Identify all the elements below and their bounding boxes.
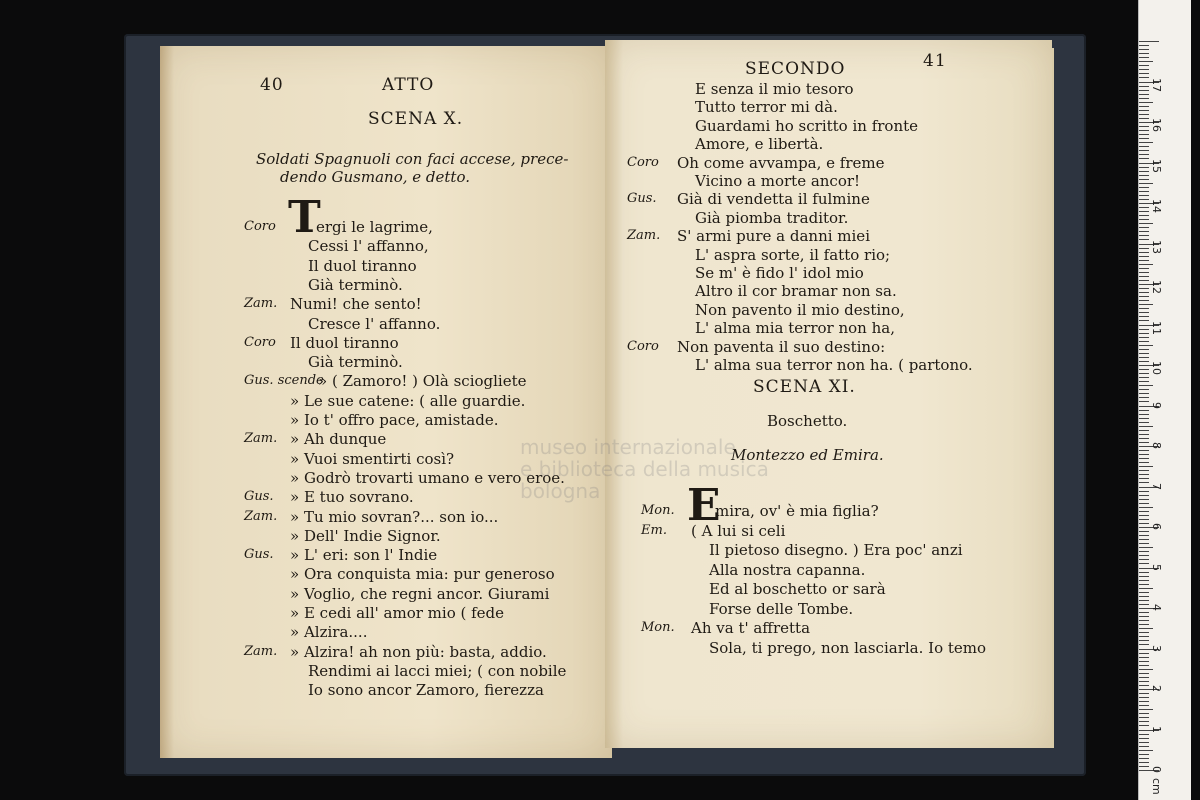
verse-line: Tutto terror mi dà.: [695, 98, 838, 117]
ruler-tick: [1139, 179, 1149, 180]
ruler-tick: [1139, 316, 1149, 317]
verse-line: Altro il cor bramar non sa.: [695, 282, 897, 301]
ruler-tick: [1139, 288, 1149, 289]
ruler-tick: [1139, 41, 1159, 42]
ruler-tick: [1139, 495, 1149, 496]
ruler-label: 3: [1150, 644, 1163, 652]
ruler-tick: [1139, 762, 1149, 763]
ruler-tick: [1139, 77, 1149, 78]
ruler-tick: [1139, 422, 1149, 423]
verse-line: Già di vendetta il fulmine: [677, 190, 870, 209]
ruler-tick: [1139, 535, 1149, 536]
ruler-tick: [1139, 717, 1149, 718]
ruler-tick: [1139, 734, 1149, 735]
ruler-tick: [1139, 231, 1149, 232]
verse-line: Non pavento il mio destino,: [695, 300, 905, 319]
ruler-tick: [1139, 106, 1149, 107]
ruler-label: 6: [1150, 523, 1163, 530]
verse-line: » Dell' Indie Signor.: [290, 526, 441, 545]
verse-line: Il duol tiranno: [290, 333, 399, 352]
ruler-tick: [1139, 219, 1149, 220]
ruler-tick: [1139, 211, 1149, 212]
ruler-tick: [1139, 438, 1149, 439]
ruler-tick: [1139, 65, 1149, 66]
ruler-tick: [1139, 175, 1149, 176]
watermark: [520, 436, 769, 502]
ruler-tick: [1139, 721, 1149, 722]
speaker-label: Gus.: [244, 547, 274, 563]
watermark-line: e biblioteca della musica: [520, 457, 769, 481]
verse-line: Già terminò.: [308, 353, 403, 372]
speaker-label: Zam.: [627, 228, 661, 244]
ruler-tick: [1139, 758, 1149, 759]
verse-line: » Ora conquista mia: pur generoso: [290, 565, 555, 584]
ruler-tick: [1139, 754, 1149, 755]
ruler-tick: [1139, 268, 1149, 269]
page-number-left: 40: [260, 75, 284, 95]
speaker-label: Zam.: [244, 296, 278, 312]
ruler-label: 15: [1150, 158, 1163, 173]
verse-line: » L' eri: son l' Indie: [290, 546, 438, 565]
watermark-line: bologna: [520, 479, 601, 503]
speaker-label: Coro: [627, 338, 659, 354]
ruler-tick: [1139, 766, 1149, 767]
ruler-tick: [1139, 57, 1149, 58]
ruler-tick: [1139, 102, 1153, 103]
ruler-tick: [1139, 393, 1149, 394]
ruler-label: 8: [1150, 442, 1163, 449]
ruler-tick: [1139, 223, 1153, 224]
ruler-tick: [1139, 442, 1149, 443]
ruler-tick: [1139, 503, 1149, 504]
ruler-tick: [1139, 750, 1153, 751]
ruler-unit: cm: [1150, 778, 1163, 795]
ruler-tick: [1139, 110, 1149, 111]
verse-line: » Godrò trovarti umano e vero eroe.: [290, 468, 565, 487]
ruler-tick: [1139, 491, 1149, 492]
ruler-tick: [1139, 523, 1149, 524]
verse-line: Già terminò.: [308, 275, 403, 294]
ruler-tick: [1139, 150, 1149, 151]
ruler-tick: [1139, 430, 1149, 431]
ruler-tick: [1139, 657, 1149, 658]
ruler-tick: [1139, 539, 1149, 540]
ruler-label: 1: [1150, 725, 1163, 733]
ruler-tick: [1139, 191, 1149, 192]
ruler-tick: [1139, 410, 1149, 411]
ruler-tick: [1139, 114, 1149, 115]
speaker-label: Gus. scende: [244, 373, 324, 389]
verse-line: Forse delle Tombe.: [709, 599, 854, 618]
verse-line: Cresce l' affanno.: [308, 314, 441, 333]
ruler-label: 17: [1150, 77, 1163, 92]
ruler-tick: [1139, 616, 1149, 617]
ruler-label: 5: [1150, 563, 1163, 571]
ruler-tick: [1139, 361, 1149, 362]
ruler-tick: [1139, 543, 1149, 544]
verse-line: » Tu mio sovran?... son io...: [290, 507, 499, 526]
verse-line: » ( Zamoro! ) Olà sciogliete: [318, 372, 527, 391]
verse-line: Non paventa il suo destino:: [677, 337, 886, 356]
ruler-tick: [1139, 158, 1149, 159]
verse-line: Alla nostra capanna.: [709, 560, 866, 579]
ruler-tick: [1139, 454, 1149, 455]
ruler-tick: [1139, 69, 1149, 70]
ruler-tick: [1139, 592, 1149, 593]
ruler-tick: [1139, 531, 1149, 532]
verse-line: L' aspra sorte, il fatto rio;: [695, 245, 891, 264]
left-page: [160, 46, 612, 758]
running-head-left: ATTO: [382, 75, 435, 95]
ruler-label: 14: [1150, 199, 1163, 213]
ruler-tick: [1139, 280, 1149, 281]
ruler-tick: [1139, 584, 1149, 585]
ruler-label: 7: [1150, 482, 1163, 490]
ruler-label: 13: [1150, 239, 1163, 254]
ruler-tick: [1139, 264, 1153, 265]
ruler-tick: [1139, 511, 1149, 512]
ruler-tick: [1139, 620, 1149, 621]
speaker-label: Gus.: [627, 191, 657, 207]
verse-line: Se m' è fido l' idol mio: [695, 264, 864, 282]
speaker-label: Em.: [641, 522, 667, 538]
ruler-tick: [1139, 693, 1149, 694]
ruler-tick: [1139, 462, 1149, 463]
ruler-tick: [1139, 73, 1149, 74]
stage-direction: dendo Gusmano, e detto.: [280, 168, 470, 186]
ruler-label: 16: [1150, 118, 1163, 132]
ruler-tick: [1139, 345, 1153, 346]
speaker-label: Zam.: [244, 431, 278, 447]
speaker-label: Mon.: [641, 503, 675, 518]
ruler-tick: [1139, 215, 1149, 216]
ruler-tick: [1139, 138, 1149, 139]
ruler-tick: [1139, 130, 1149, 131]
ruler-tick: [1139, 701, 1149, 702]
ruler-tick: [1139, 45, 1149, 46]
ruler-tick: [1139, 555, 1149, 556]
verse-line: » Alzira....: [290, 623, 368, 642]
ruler-tick: [1139, 466, 1153, 467]
ruler-tick: [1139, 187, 1149, 188]
ruler-tick: [1139, 644, 1149, 645]
ruler-tick: [1139, 341, 1149, 342]
ruler-tick: [1139, 142, 1153, 143]
speaker-label: Coro: [244, 219, 276, 234]
verse-line: » Io t' offro pace, amistade.: [290, 411, 499, 429]
verse-line: Io sono ancor Zamoro, fierezza: [308, 681, 544, 700]
ruler-tick: [1139, 381, 1149, 382]
ruler-tick: [1139, 632, 1149, 633]
ruler-label: 10: [1150, 361, 1163, 375]
ruler-tick: [1139, 673, 1149, 674]
ruler-tick: [1139, 373, 1149, 374]
verse-line: » Vuoi smentirti così?: [290, 449, 455, 468]
ruler-tick: [1139, 195, 1149, 196]
speaker-label: Zam.: [244, 508, 278, 524]
ruler-tick: [1139, 653, 1149, 654]
ruler-tick: [1139, 563, 1149, 564]
ruler-tick: [1139, 665, 1149, 666]
ruler-tick: [1139, 272, 1149, 273]
ruler-tick: [1139, 353, 1149, 354]
verse-line: Rendimi ai lacci miei; ( con nobile: [308, 661, 567, 680]
page-number-right: 41: [923, 51, 947, 71]
ruler-tick: [1139, 559, 1149, 560]
ruler-tick: [1139, 697, 1149, 698]
ruler-tick: [1139, 474, 1149, 475]
ruler-tick: [1139, 713, 1149, 714]
ruler-tick: [1139, 183, 1153, 184]
speaker-label: Coro: [244, 334, 276, 350]
verse-line: Ed al boschetto or sarà: [709, 580, 886, 598]
ruler-tick: [1139, 329, 1149, 330]
verse-line: ( A lui si celi: [691, 521, 786, 540]
ruler-tick: [1139, 434, 1149, 435]
ruler-tick: [1139, 312, 1149, 313]
ruler-tick: [1139, 146, 1149, 147]
ruler-tick: [1139, 248, 1149, 249]
scene-place: Boschetto.: [767, 412, 848, 430]
ruler-tick: [1139, 418, 1149, 419]
verse-line: Vicino a morte ancor!: [695, 172, 861, 190]
verse-line: » Voglio, che regni ancor. Giurami: [290, 584, 550, 603]
verse-line: Sola, ti prego, non lasciarla. Io temo: [709, 638, 987, 657]
ruler-tick: [1139, 377, 1149, 378]
scene-title: SCENA X.: [368, 109, 464, 129]
ruler-tick: [1139, 499, 1149, 500]
ruler-tick: [1139, 612, 1149, 613]
ruler-tick: [1139, 239, 1149, 240]
ruler-tick: [1139, 90, 1149, 91]
ruler-tick: [1139, 482, 1149, 483]
ruler-tick: [1139, 118, 1149, 119]
ruler-tick: [1139, 389, 1149, 390]
ruler-tick: [1139, 320, 1149, 321]
ruler-label: 0: [1150, 766, 1163, 773]
ruler-tick: [1139, 252, 1149, 253]
verse-line: Numi! che sento!: [290, 295, 422, 314]
ruler-tick: [1139, 725, 1149, 726]
verse-line: » Le sue catene: ( alle guardie.: [290, 391, 526, 410]
ruler-tick: [1139, 207, 1149, 208]
speaker-label: Coro: [627, 154, 659, 170]
ruler-tick: [1139, 746, 1149, 747]
ruler-tick: [1139, 738, 1149, 739]
ruler-tick: [1139, 98, 1149, 99]
ruler-tick: [1139, 470, 1149, 471]
verse-line: E senza il mio tesoro: [695, 80, 854, 98]
verse-line: L' alma sua terror non ha. ( partono.: [695, 356, 973, 374]
verse-line: Amore, e libertà.: [695, 135, 824, 154]
ruler-tick: [1139, 604, 1149, 605]
ruler-tick: [1139, 292, 1149, 293]
right-page: [605, 40, 1052, 748]
verse-line: » Alzira! ah non più: basta, addio.: [290, 642, 547, 661]
stage-direction: Soldati Spagnuoli con faci accese, prece-: [256, 150, 569, 168]
verse-line: » Ah dunque: [290, 430, 387, 449]
ruler-tick: [1139, 628, 1153, 629]
ruler-tick: [1139, 256, 1149, 257]
ruler-tick: [1139, 661, 1149, 662]
verse-line: Ah va t' affretta: [691, 619, 811, 637]
ruler-tick: [1139, 304, 1153, 305]
ruler-tick: [1139, 260, 1149, 261]
ruler-tick: [1139, 385, 1153, 386]
ruler-tick: [1139, 507, 1153, 508]
ruler-tick: [1139, 458, 1149, 459]
verse-line: mira, ov' è mia figlia?: [715, 502, 879, 520]
measuring-ruler: [1138, 0, 1191, 800]
ruler-tick: [1139, 600, 1149, 601]
speaker-label: Zam.: [244, 643, 278, 659]
ruler-tick: [1139, 235, 1149, 236]
ruler-tick: [1139, 572, 1149, 573]
speaker-label: Mon.: [641, 620, 675, 635]
ruler-tick: [1139, 300, 1149, 301]
ruler-tick: [1139, 308, 1149, 309]
ruler-tick: [1139, 685, 1149, 686]
ruler-tick: [1139, 624, 1149, 625]
stage-direction: Montezzo ed Emira.: [731, 446, 884, 464]
ruler-tick: [1139, 551, 1149, 552]
ruler-tick: [1139, 61, 1153, 62]
ruler-tick: [1139, 134, 1149, 135]
ruler-tick: [1139, 640, 1149, 641]
ruler-tick: [1139, 588, 1153, 589]
ruler-tick: [1139, 333, 1149, 334]
verse-line: Il pietoso disegno. ) Era poc' anzi: [709, 541, 963, 559]
ruler-tick: [1139, 227, 1149, 228]
verse-line: ergi le lagrime,: [316, 218, 433, 236]
verse-line: » E tuo sovrano.: [290, 488, 414, 507]
ruler-tick: [1139, 401, 1149, 402]
ruler-tick: [1139, 709, 1153, 710]
ruler-tick: [1139, 519, 1149, 520]
ruler-tick: [1139, 397, 1149, 398]
ruler-tick: [1139, 414, 1149, 415]
ruler-tick: [1139, 515, 1149, 516]
drop-cap: T: [288, 192, 321, 243]
ruler-tick: [1139, 478, 1149, 479]
ruler-tick: [1139, 596, 1149, 597]
ruler-tick: [1139, 677, 1149, 678]
ruler-tick: [1139, 276, 1149, 277]
verse-line: Già piomba traditor.: [695, 208, 849, 227]
ruler-tick: [1139, 126, 1149, 127]
ruler-tick: [1139, 296, 1149, 297]
verse-line: Oh come avvampa, e freme: [677, 153, 885, 172]
ruler-tick: [1139, 357, 1149, 358]
ruler-tick: [1139, 171, 1149, 172]
ruler-tick: [1139, 199, 1149, 200]
verse-line: Guardami ho scritto in fronte: [695, 116, 919, 135]
ruler-tick: [1139, 669, 1153, 670]
ruler-tick: [1139, 426, 1153, 427]
watermark-line: museo internazionale: [520, 435, 736, 459]
ruler-tick: [1139, 94, 1149, 95]
ruler-tick: [1139, 580, 1149, 581]
drop-cap: E: [687, 480, 721, 531]
ruler-tick: [1139, 86, 1149, 87]
ruler-tick: [1139, 636, 1149, 637]
ruler-tick: [1139, 369, 1149, 370]
ruler-tick: [1139, 450, 1149, 451]
ruler-tick: [1139, 49, 1149, 50]
verse-line: » E cedi all' amor mio ( fede: [290, 604, 505, 622]
ruler-tick: [1139, 547, 1153, 548]
ruler-tick: [1139, 167, 1149, 168]
ruler-tick: [1139, 742, 1149, 743]
ruler-label: 9: [1150, 401, 1163, 409]
ruler-label: 2: [1150, 685, 1163, 692]
verse-line: Cessi l' affanno,: [308, 237, 429, 256]
verse-line: L' alma mia terror non ha,: [695, 319, 895, 338]
ruler-tick: [1139, 576, 1149, 577]
verse-line: Il duol tiranno: [308, 256, 417, 275]
ruler-tick: [1139, 337, 1149, 338]
scene-title: SCENA XI.: [753, 377, 856, 397]
verse-line: S' armi pure a danni miei: [677, 227, 870, 246]
ruler-label: 11: [1150, 320, 1163, 335]
ruler-label: 12: [1150, 280, 1163, 294]
ruler-tick: [1139, 154, 1149, 155]
running-head-right: SECONDO: [745, 59, 846, 79]
ruler-label: 4: [1150, 604, 1163, 611]
ruler-tick: [1139, 53, 1149, 54]
speaker-label: Gus.: [244, 489, 274, 505]
ruler-tick: [1139, 705, 1149, 706]
ruler-tick: [1139, 681, 1149, 682]
ruler-tick: [1139, 349, 1149, 350]
